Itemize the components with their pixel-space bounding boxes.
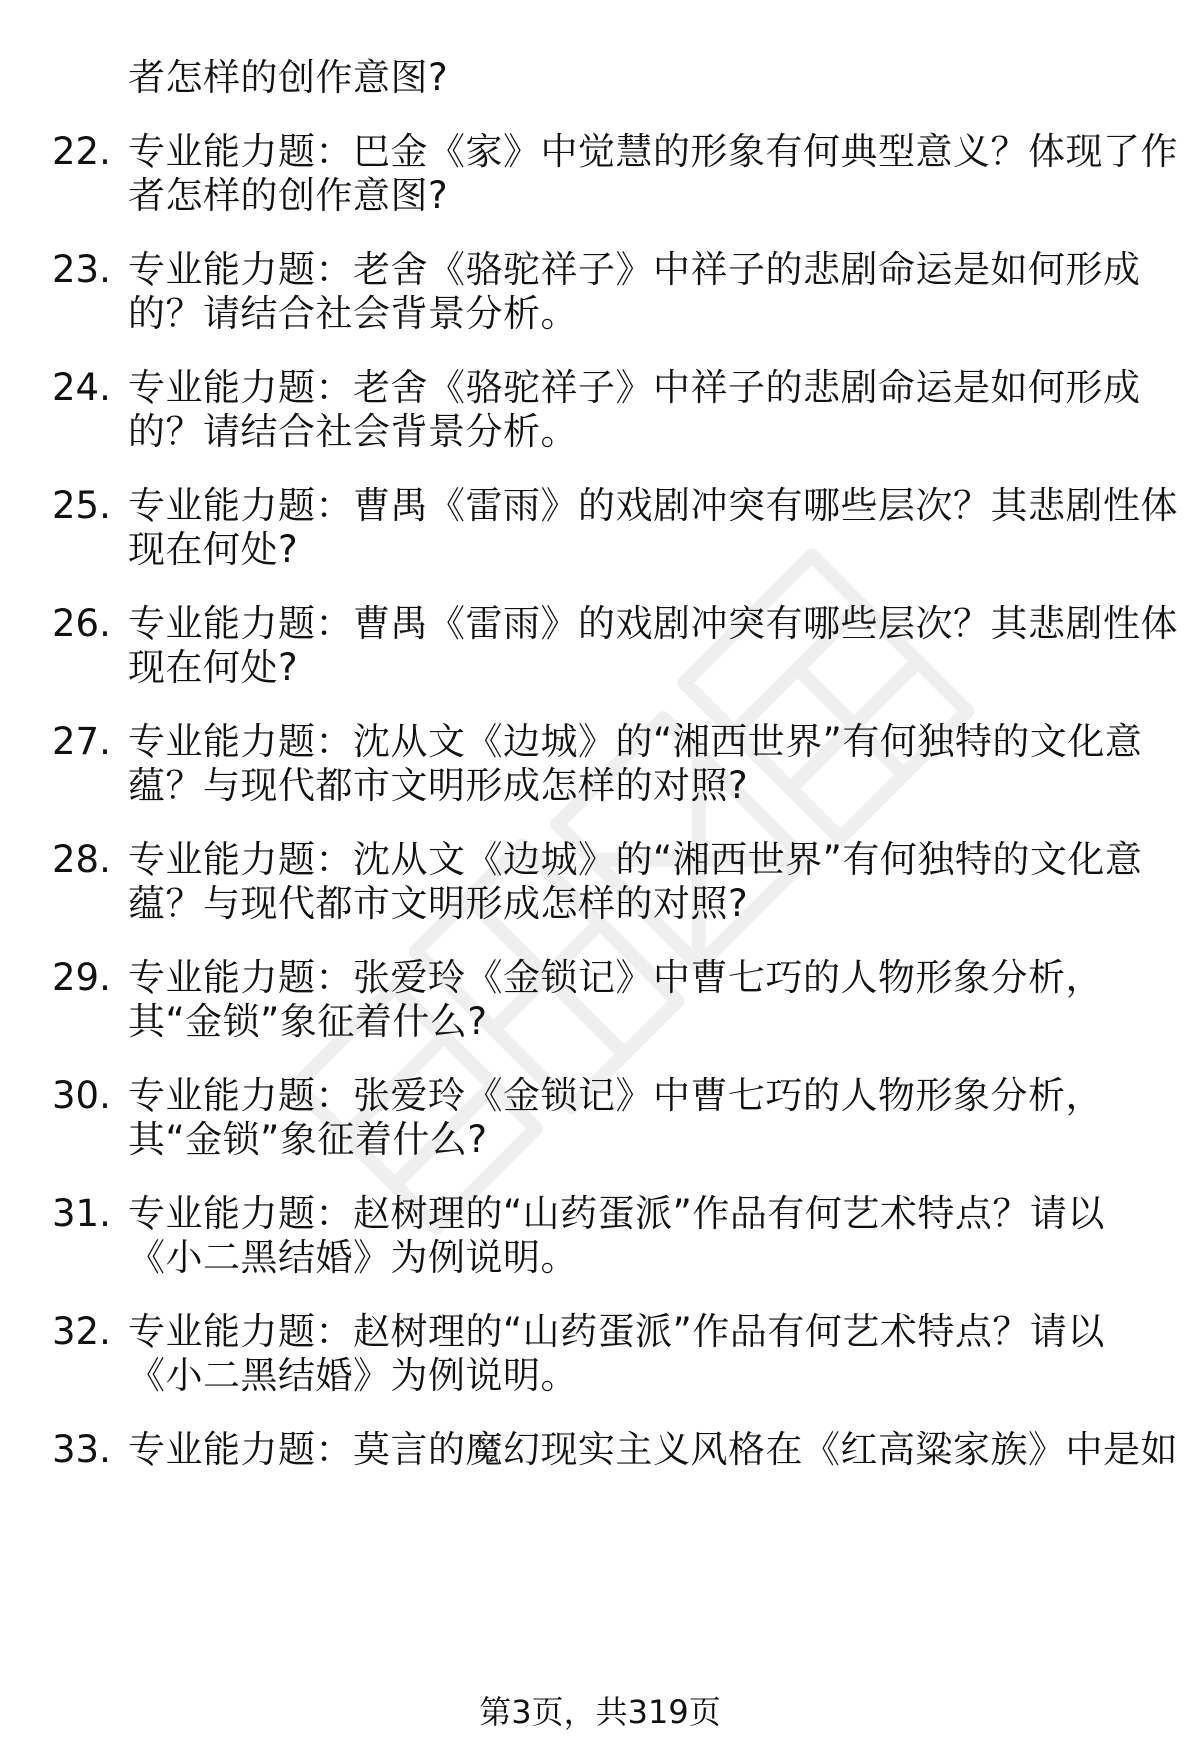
question-number: 33. xyxy=(52,1428,111,1471)
continued-line: 者怎样的创作意图? xyxy=(128,56,449,99)
question-line: 的？请结合社会背景分析。 xyxy=(128,292,578,335)
page-footer: 第3页，共319页 xyxy=(479,1693,721,1731)
question-line: 专业能力题：赵树理的“山药蛋派”作品有何艺术特点？请以 xyxy=(128,1310,1105,1353)
question-line: 专业能力题：赵树理的“山药蛋派”作品有何艺术特点？请以 xyxy=(128,1192,1105,1235)
question-number: 28. xyxy=(52,838,111,881)
question-line: 《小二黑结婚》为例说明。 xyxy=(128,1354,578,1397)
question-line: 专业能力题：曹禺《雷雨》的戏剧冲突有哪些层次？其悲剧性体 xyxy=(128,484,1178,527)
question-line: 其“金锁”象征着什么? xyxy=(128,1118,488,1161)
question-number: 24. xyxy=(52,366,111,409)
question-line: 者怎样的创作意图? xyxy=(128,174,449,217)
question-number: 31. xyxy=(52,1192,111,1235)
question-line: 现在何处? xyxy=(128,646,299,689)
question-number: 29. xyxy=(52,956,111,999)
question-line: 专业能力题：老舍《骆驼祥子》中祥子的悲剧命运是如何形成 xyxy=(128,248,1141,291)
question-line: 现在何处? xyxy=(128,528,299,571)
question-line: 专业能力题：巴金《家》中觉慧的形象有何典型意义？体现了作 xyxy=(128,130,1178,173)
question-line: 专业能力题：张爱玲《金锁记》中曹七巧的人物形象分析， xyxy=(128,1074,1103,1117)
question-line: 专业能力题：老舍《骆驼祥子》中祥子的悲剧命运是如何形成 xyxy=(128,366,1141,409)
question-line: 专业能力题：沈从文《边城》的“湘西世界”有何独特的文化意 xyxy=(128,720,1143,763)
question-line: 《小二黑结婚》为例说明。 xyxy=(128,1236,578,1279)
question-number: 30. xyxy=(52,1074,111,1117)
question-line: 蕴？与现代都市文明形成怎样的对照? xyxy=(128,764,749,807)
question-line: 其“金锁”象征着什么? xyxy=(128,1000,488,1043)
question-line: 的？请结合社会背景分析。 xyxy=(128,410,578,453)
question-line: 专业能力题：莫言的魔幻现实主义风格在《红高粱家族》中是如 xyxy=(128,1428,1178,1471)
question-number: 27. xyxy=(52,720,111,763)
question-number: 25. xyxy=(52,484,111,527)
question-number: 22. xyxy=(52,130,111,173)
question-number: 23. xyxy=(52,248,111,291)
question-line: 专业能力题：张爱玲《金锁记》中曹七巧的人物形象分析， xyxy=(128,956,1103,999)
question-line: 专业能力题：曹禺《雷雨》的戏剧冲突有哪些层次？其悲剧性体 xyxy=(128,602,1178,645)
question-line: 专业能力题：沈从文《边城》的“湘西世界”有何独特的文化意 xyxy=(128,838,1143,881)
question-number: 32. xyxy=(52,1310,111,1353)
question-number: 26. xyxy=(52,602,111,645)
question-line: 蕴？与现代都市文明形成怎样的对照? xyxy=(128,882,749,925)
